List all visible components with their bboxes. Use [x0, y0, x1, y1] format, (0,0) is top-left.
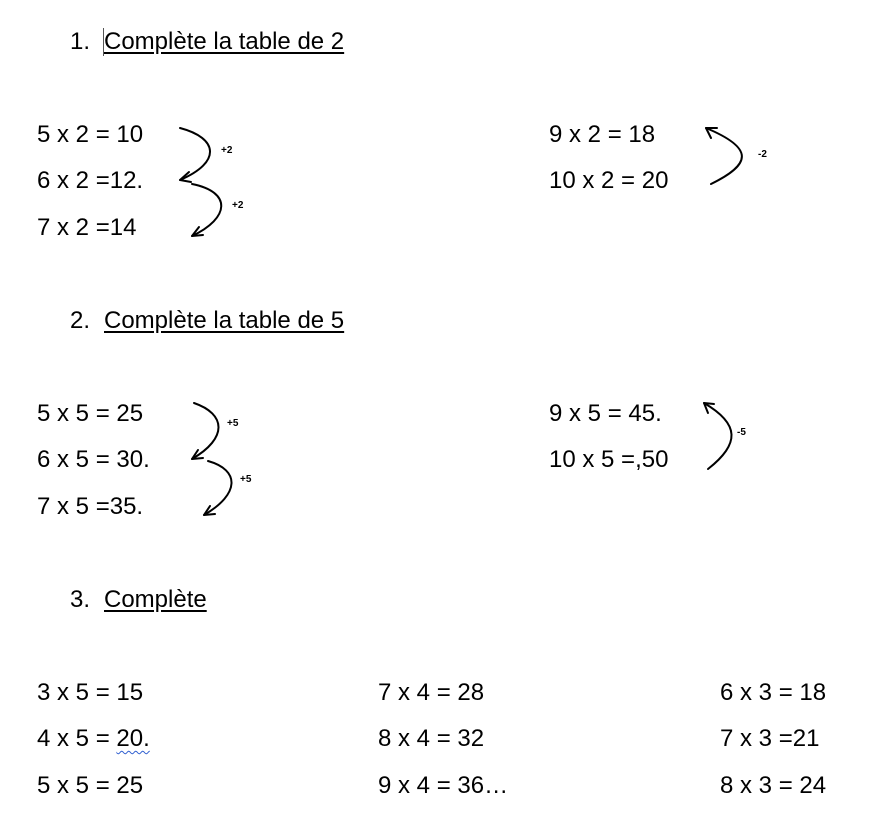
s1-left-line-2: 6 x 2 =12. [37, 167, 144, 194]
arrow-s2-right-icon [704, 403, 732, 469]
section-3-number: 3. [70, 586, 91, 613]
arrow-s1-right-icon [706, 128, 742, 184]
section-1-number: 1. [70, 28, 91, 55]
s3-col1-line-2-answer: 20. [116, 725, 150, 752]
arrow-s1-left-b-icon [192, 184, 221, 236]
s3-col2-line-2: 8 x 4 = 32 [378, 725, 485, 752]
s1-left-line-3: 7 x 2 =14 [37, 214, 137, 241]
s3-col3-line-3: 8 x 3 = 24 [720, 772, 827, 799]
s3-col3-line-1: 6 x 3 = 18 [720, 679, 827, 706]
s1-right-label: -2 [758, 149, 767, 160]
s3-col2-line-1: 7 x 4 = 28 [378, 679, 485, 706]
s2-left-line-2: 6 x 5 = 30. [37, 446, 150, 473]
s3-col1-line-3: 5 x 5 = 25 [37, 772, 144, 799]
s2-right-line-2: 10 x 5 =,50 [549, 446, 669, 473]
s2-left-b-label: +5 [240, 474, 252, 485]
s2-right-line-1: 9 x 5 = 45. [549, 400, 662, 427]
section-1-title: Complète la table de 2 [104, 28, 345, 55]
s1-left-b-label: +2 [232, 200, 244, 211]
s3-col1-line-1: 3 x 5 = 15 [37, 679, 144, 706]
arrow-s2-left-a-icon [192, 403, 219, 459]
s3-col2-line-3: 9 x 4 = 36… [378, 772, 509, 799]
section-2-number: 2. [70, 307, 91, 334]
s2-right-label: -5 [737, 427, 746, 438]
s3-col3-line-2: 7 x 3 =21 [720, 725, 820, 752]
s1-left-a-label: +2 [221, 145, 233, 156]
section-2-title: Complète la table de 5 [104, 307, 345, 334]
s2-left-line-3: 7 x 5 =35. [37, 493, 144, 520]
arrow-s1-left-a-icon [180, 128, 210, 182]
s3-col1-line-2-lhs: 4 x 5 = [37, 725, 117, 752]
s1-left-line-1: 5 x 2 = 10 [37, 121, 144, 148]
s2-left-a-label: +5 [227, 418, 239, 429]
s1-right-line-1: 9 x 2 = 18 [549, 121, 656, 148]
s1-right-line-2: 10 x 2 = 20 [549, 167, 669, 194]
arrow-s2-left-b-icon [204, 461, 232, 515]
section-3-title: Complète [104, 586, 207, 613]
s2-left-line-1: 5 x 5 = 25 [37, 400, 144, 427]
